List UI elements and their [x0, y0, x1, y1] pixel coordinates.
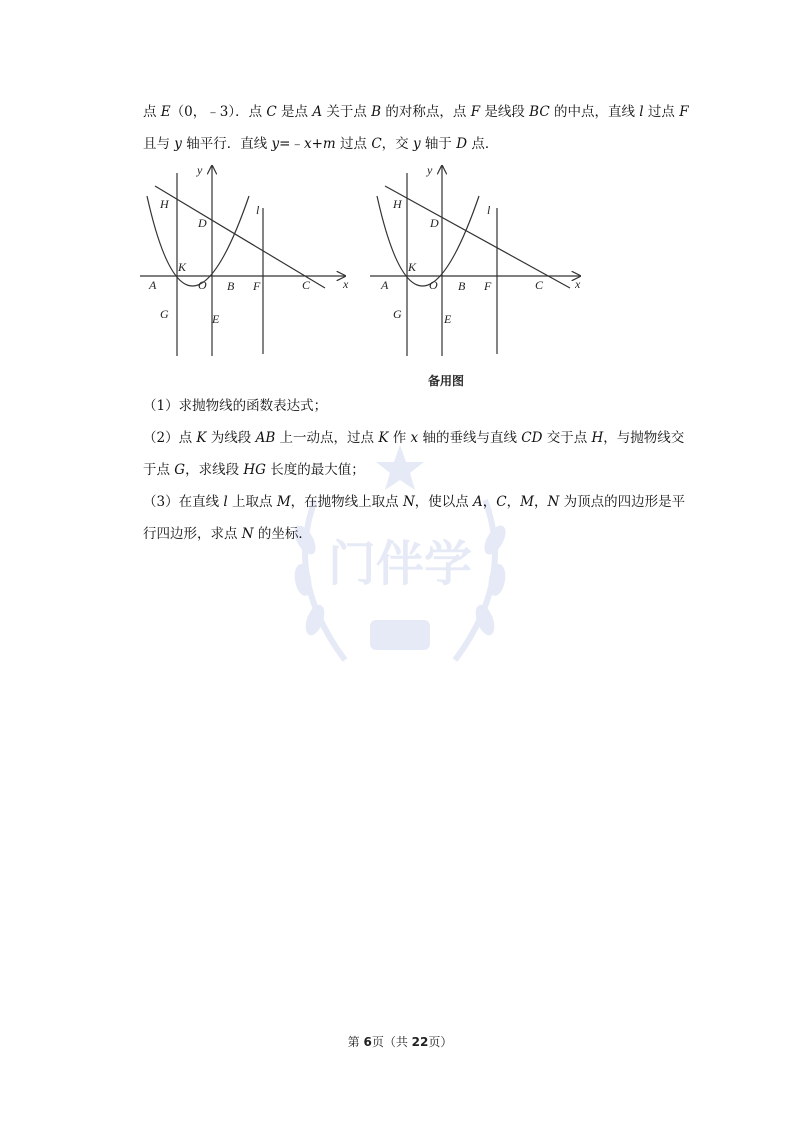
- math-var: y: [271, 136, 280, 152]
- page-footer: [0, 1033, 800, 1050]
- text: 的对称点，点: [381, 104, 471, 120]
- text: 是线段: [480, 104, 530, 120]
- label-a: A: [149, 278, 157, 292]
- math-var: x: [303, 136, 312, 152]
- figure-main: [135, 158, 355, 372]
- text: 点．: [467, 136, 499, 152]
- label-y: y: [427, 163, 433, 177]
- text: ，与抛物线交: [603, 430, 685, 446]
- label-g: G: [393, 307, 402, 321]
- label-b: B: [458, 279, 466, 293]
- math-var: y: [412, 136, 421, 152]
- text: （1）求抛物线的函数表达式；: [143, 398, 328, 414]
- label-k: K: [408, 260, 417, 274]
- math-var: m: [322, 136, 336, 152]
- footer-suffix: 页）: [428, 1035, 453, 1049]
- math-var: HG: [243, 462, 266, 478]
- math-var: K: [378, 430, 389, 446]
- footer-prefix: 第: [347, 1035, 364, 1049]
- math-var: F: [679, 104, 689, 120]
- text: 且与: [143, 136, 175, 152]
- text: ，在抛物线上取点: [290, 494, 403, 510]
- label-d: D: [430, 216, 439, 230]
- math-var: B: [371, 104, 382, 120]
- label-c: C: [535, 278, 544, 292]
- text: 是点: [276, 104, 313, 120]
- footer-middle: 页（共: [371, 1035, 412, 1049]
- text: ，: [506, 494, 521, 510]
- label-d: D: [198, 216, 207, 230]
- text: 上取点: [227, 494, 277, 510]
- math-var: l: [223, 494, 228, 510]
- question-2-line-2: [143, 460, 365, 480]
- label-e: E: [444, 312, 452, 326]
- watermark-text: 门伴学: [327, 536, 473, 592]
- question-1: [143, 396, 327, 416]
- label-e: E: [212, 312, 220, 326]
- label-h: H: [393, 197, 402, 211]
- question-3-line-2: [143, 524, 312, 544]
- label-l: l: [487, 203, 491, 217]
- math-var: AB: [255, 430, 276, 446]
- text: 轴的垂线与直线: [418, 430, 522, 446]
- math-var: A: [473, 494, 483, 510]
- math-var: K: [196, 430, 207, 446]
- text: ，: [482, 494, 497, 510]
- text: （2）点: [143, 430, 197, 446]
- label-c: C: [302, 278, 311, 292]
- text: 过点: [643, 104, 680, 120]
- text: 过点: [335, 136, 372, 152]
- text: （0，﹣3）．点: [170, 104, 267, 120]
- math-var: N: [402, 494, 415, 510]
- text: ，使以点: [414, 494, 474, 510]
- math-var: N: [241, 526, 254, 542]
- text: 作: [388, 430, 411, 446]
- math-var: CD: [521, 430, 543, 446]
- label-a: A: [381, 278, 389, 292]
- figure-spare: [365, 158, 590, 372]
- text: ，求线段: [185, 462, 244, 478]
- text: 行四边形，求点: [143, 526, 242, 542]
- math-var: M: [520, 494, 534, 510]
- label-l: l: [256, 203, 260, 217]
- text: （3）在直线: [143, 494, 224, 510]
- parabola-diagram-spare: [365, 158, 590, 368]
- math-var: F: [470, 104, 481, 120]
- math-var: A: [312, 104, 323, 120]
- total-pages: 22: [411, 1035, 429, 1049]
- text: ，交: [381, 136, 413, 152]
- label-b: B: [227, 279, 235, 293]
- math-var: l: [639, 104, 644, 120]
- math-var: C: [371, 136, 382, 152]
- text: 轴于: [420, 136, 457, 152]
- math-var: C: [266, 104, 277, 120]
- math-var: D: [456, 136, 468, 152]
- label-g: G: [160, 307, 169, 321]
- label-y: y: [197, 163, 203, 177]
- text: 轴平行．直线: [181, 136, 272, 152]
- text: 的坐标．: [253, 526, 312, 542]
- problem-intro-line-2: [143, 134, 498, 154]
- math-var: N: [547, 494, 560, 510]
- text: 于点: [143, 462, 175, 478]
- label-o: O: [198, 278, 207, 292]
- text: 关于点: [322, 104, 372, 120]
- current-page-number: 6: [363, 1035, 372, 1049]
- text: 为线段: [206, 430, 256, 446]
- label-f: F: [484, 279, 492, 293]
- text: 长度的最大值；: [265, 462, 365, 478]
- text: 为顶点的四边形是平: [559, 494, 686, 510]
- math-var: x: [410, 430, 419, 446]
- math-var: C: [496, 494, 507, 510]
- text: 交于点: [542, 430, 592, 446]
- text: 的中点，直线: [549, 104, 640, 120]
- label-o: O: [429, 278, 438, 292]
- math-var: BC: [529, 104, 550, 120]
- spare-figure-caption: 备用图: [428, 374, 465, 388]
- problem-intro-line-1: [143, 102, 689, 122]
- question-3-line-1: [143, 492, 685, 512]
- label-x: x: [575, 277, 581, 291]
- question-2-line-1: [143, 428, 684, 448]
- text: =﹣: [279, 136, 304, 152]
- text: +: [311, 136, 323, 152]
- label-h: H: [160, 197, 169, 211]
- math-var: y: [174, 136, 182, 152]
- text: ，: [533, 494, 548, 510]
- label-k: K: [178, 260, 187, 274]
- parabola-diagram: [135, 158, 355, 368]
- math-var: G: [174, 462, 186, 478]
- label-x: x: [343, 277, 349, 291]
- math-var: E: [160, 104, 171, 120]
- label-f: F: [253, 279, 261, 293]
- math-var: M: [276, 494, 291, 510]
- text: 上一动点，过点: [275, 430, 379, 446]
- math-var: H: [591, 430, 604, 446]
- text: 点: [143, 104, 161, 120]
